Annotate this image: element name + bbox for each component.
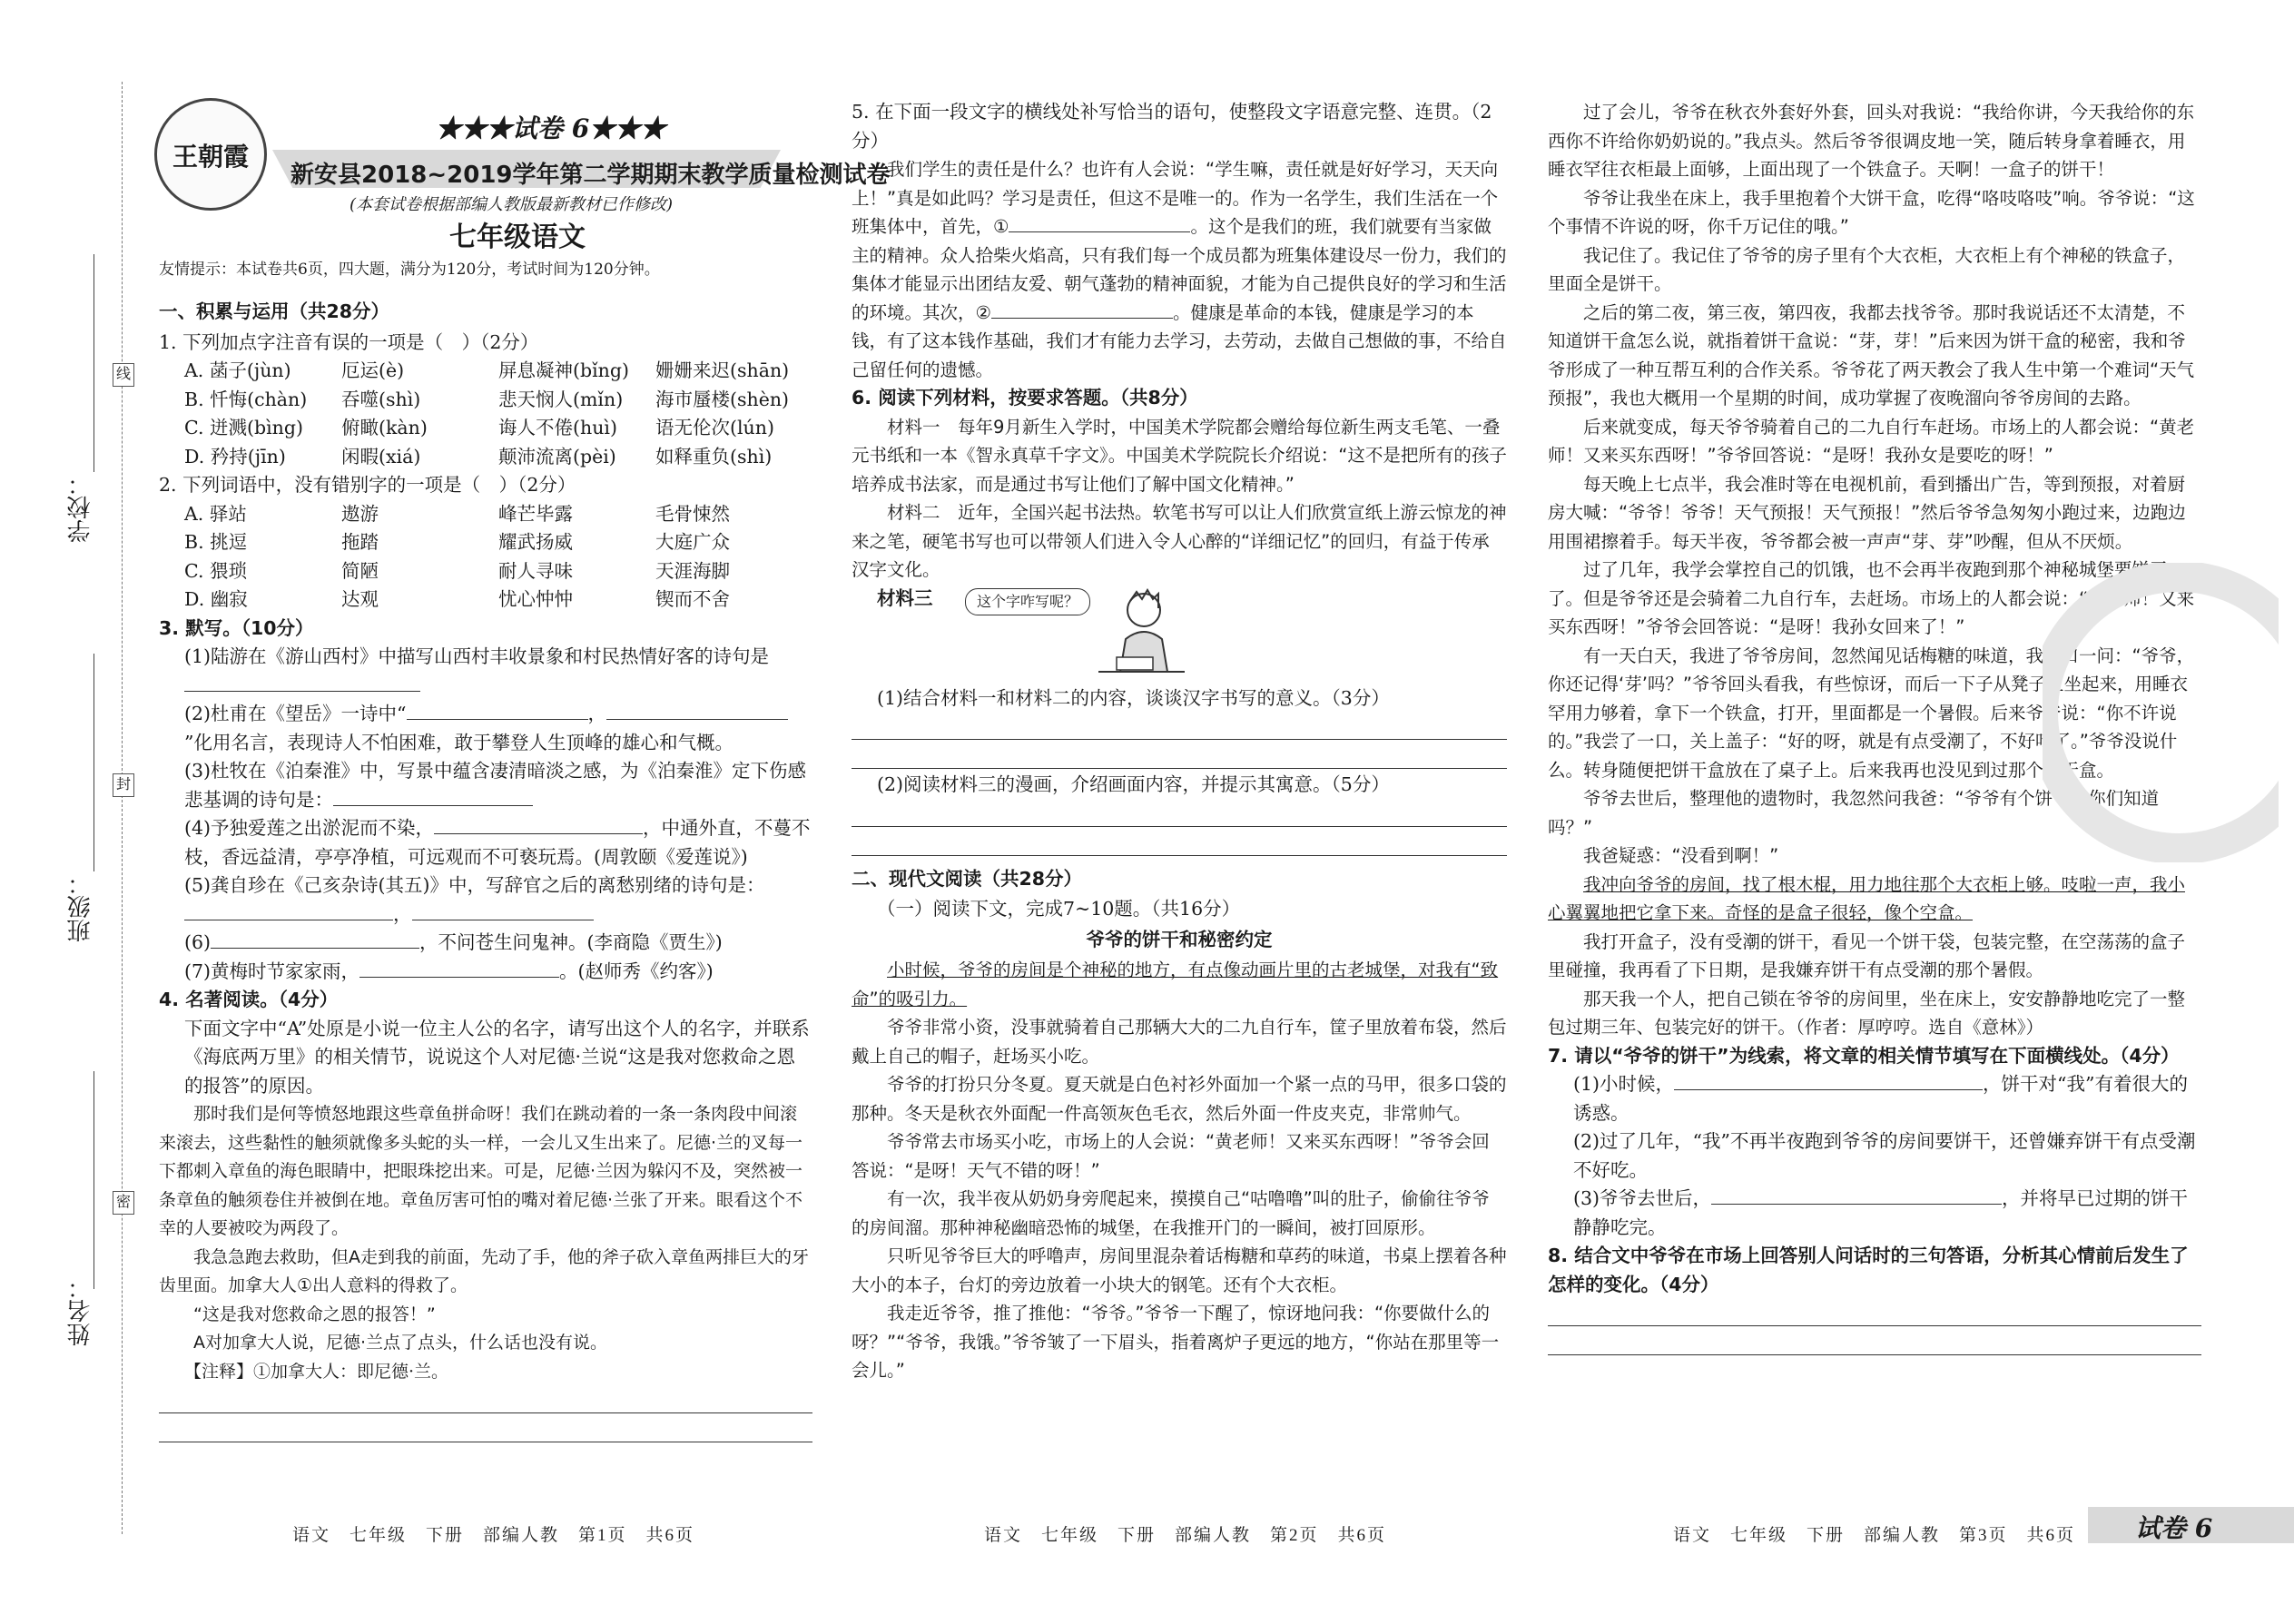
answer-line[interactable]	[159, 1415, 812, 1442]
article-para-1: 小时候，爷爷的房间是个神秘的地方，有点像动画片里的古老城堡，对我有“致命”的吸引力。	[852, 960, 1499, 1009]
option-item: 耀武扬威	[498, 531, 573, 553]
q4-passage-2: 我急急跑去救助，但A走到我的前面，先动了手，他的斧子砍入章鱼两排巨大的牙齿里面。加拿大人①出人意料的得救了。	[159, 1246, 809, 1295]
material-3-block	[852, 585, 1507, 684]
option-item: 忧心忡忡	[498, 588, 573, 610]
brand-logo	[154, 98, 267, 211]
option-row	[159, 443, 812, 472]
question-6: 6. 阅读下列材料，按要求答题。（共8分）	[852, 387, 1198, 408]
option-row	[159, 414, 812, 443]
option-row	[159, 528, 812, 557]
question-4: 4. 名著阅读。（4分）	[159, 989, 339, 1010]
option-item: 耐人寻味	[498, 559, 573, 582]
question-2-options	[159, 500, 812, 615]
edition-note: (本套试卷根据部编人教版最新教材已作修改)	[350, 195, 674, 214]
q3-item-7: (7)黄梅时节家家雨， 。(赵师秀《约客》)	[184, 960, 714, 982]
q4-note: 【注释】①加拿大人：即尼德·兰。	[184, 1361, 449, 1382]
answer-line[interactable]	[852, 800, 1507, 827]
article-para-15: 有一天白天，我进了爷爷房间，忽然闻见话梅糖的味道，我随口一问：“爷爷，你还记得‘芽’吗？”爷爷回头看我，有些惊讶，而后一下子从凳子上坐起来，用睡衣罕用力够着，拿下一个铁盒，打开，里面都是一个暑假。后来爷爷说：“你不许说的。”我尝了一口，关上盖子：“好的呀，就是有点受潮了，不好吃了。”爷爷没说什么。转身随便把饼干盒放在了桌子上。后来我再也没见到过那个饼干盒。	[1548, 645, 2195, 781]
article-para-18: 我冲向爷爷的房间，找了根木棍，用力地往那个大衣柜上够。吱啦一声，我小心翼翼地把它拿下来。奇怪的是盒子很轻，像个空盒。	[1548, 873, 2186, 923]
question-1: 1. 下列加点字注音有误的一项是（ ）（2分）	[159, 330, 539, 353]
option-row	[159, 586, 812, 615]
article-para-9: 爷爷让我坐在床上，我手里抱着个大饼干盒，吃得“咯吱咯吱”响。爷爷说：“这个事情不许说的呀，你千万记住的哦。”	[1548, 187, 2195, 237]
option-item: 毛骨悚然	[655, 502, 730, 525]
reading-1-intro: （一）阅读下文，完成7~10题。（共16分）	[877, 898, 1241, 920]
q3-item-4: (4)予独爱莲之出淤泥而不染， ，中通外直，不蔓不枝，香远益清，亭亭净植，可远观而不可亵玩焉。(周敦颐《爱莲说》)	[184, 817, 811, 868]
answer-line[interactable]	[852, 829, 1507, 856]
option-item: D. 矜持(jīn)	[184, 445, 286, 468]
option-item: 海市蜃楼(shèn)	[655, 388, 790, 410]
q6-part-2: (2)阅读材料三的漫画，介绍画面内容，并提示其寓意。（5分）	[877, 773, 1390, 795]
page-1	[159, 292, 812, 1444]
option-item: 大庭广众	[655, 531, 730, 553]
q4-passage-3: “这是我对您救命之恩的报答！”	[193, 1304, 436, 1324]
q3-item-5: (5)龚自珍在《己亥杂诗(其五)》中，写辞官之后的离愁别绪的诗句是：，	[184, 874, 765, 925]
page-2	[852, 98, 1507, 1385]
q4-passage-1: 那时我们是何等愤怒地跟这些章鱼拼命呀！我们在跳动着的一条一条肉段中间滚来滚去，这些黏性的触须就像多头蛇的头一样，一会儿又生出来了。尼德·兰的叉每一下都刺入章鱼的海色眼睛中，把眼珠挖出来。可是，尼德·兰因为躲闪不及，突然被一条章鱼的触须卷住并被倒在地。章鱼厉害可怕的嘴对着尼德·兰张了开来。眼看这个不幸的人要被咬为两段了。	[159, 1104, 803, 1238]
option-item: 遨游	[341, 502, 379, 525]
class-label: 班级：	[67, 871, 94, 942]
answer-line[interactable]	[159, 1386, 812, 1413]
question-5: 5. 在下面一段文字的横线处补写恰当的语句，使整段文字语意完整、连贯。（2分）	[852, 101, 1492, 152]
article-title: 爷爷的饼干和秘密约定	[1086, 928, 1273, 950]
question-3: 3. 默写。（10分）	[159, 616, 314, 639]
option-item: 语无伦次(lún)	[655, 417, 774, 438]
option-item: 悲天悯人(mǐn)	[498, 388, 624, 410]
option-item: C. 猥琐	[184, 559, 247, 582]
option-item: 拖踏	[341, 531, 379, 553]
option-row	[159, 357, 812, 386]
q5-passage: 我们学生的责任是什么？也许有人会说：“学生嘛，责任就是好好学习，天天向上！”真是如此吗？学习是责任，但这不是唯一的。作为一名学生，我们生活在一个班集体中，首先，① 。这个是我们的班，我们就要有当家做主的精神。众人拾柴火焰高，只有我们每一个成员都为班集体建设尽一份力，我们的集体才能显示出团结友爱、朝气蓬勃的精神面貌，才能为自己提供良好的学习和生活的环境。其次，② 。健康是革命的本钱，健康是学习的本钱，有了这本钱作基础，我们才有能力去学习，去劳动，去做自己想做的事，不给自己留任何的遗憾。	[852, 159, 1507, 380]
q3-item-6: (6) ，不问苍生问鬼神。(李商隐《贾生》)	[184, 931, 723, 953]
question-1-options	[159, 357, 812, 471]
q6-part-1: (1)结合材料一和材料二的内容，谈谈汉字书写的意义。（3分）	[877, 686, 1390, 709]
q3-item-3: (3)杜牧在《泊秦淮》中，写景中蕴含凄清暗淡之感，为《泊秦淮》定下伤感悲基调的诗句是：	[184, 760, 807, 811]
article-para-16: 爷爷去世后，整理他的遗物时，我忽然问我爸：“爷爷有个饼干盒你们知道吗？”	[1548, 788, 2160, 838]
question-2: 2. 下列词语中，没有错别字的一项是（ ）（2分）	[159, 474, 576, 496]
q7-item-2: (2)过了几年，“我”不再半夜跑到爷爷的房间要饼干，还曾嫌弃饼干有点受潮不好吃。	[1573, 1130, 2196, 1181]
paper-number: ★★★试卷 6★★★	[436, 113, 666, 143]
q3-item-1: (1)陆游在《游山西村》中描写山西村丰收景象和村民热情好客的诗句是	[159, 643, 812, 700]
option-row	[159, 557, 812, 586]
article-para-12: 后来就变成，每天爷爷骑着自己的二九自行车赶场。市场上的人都会说：“黄老师！又来买东西呀！”爷爷回答说：“是呀！我孙女是要吃的呀！”	[1548, 416, 2195, 466]
article-para-17: 我爸疑惑：“没看到啊！”	[1583, 845, 1779, 866]
option-item: C. 迸溅(bìng)	[184, 417, 303, 438]
binding-dashed-line	[122, 82, 123, 1534]
question-7: 7. 请以“爷爷的饼干”为线索，将文章的相关情节填写在下面横线处。（4分）	[1548, 1044, 2180, 1067]
q7-item-1: (1)小时候， ，饼干对“我”有着很大的诱惑。	[1573, 1073, 2189, 1124]
option-item: 如释重负(shì)	[655, 445, 773, 468]
material-3-label: 材料三	[877, 586, 933, 609]
option-item: 厄运(è)	[341, 359, 405, 381]
article-para-10: 我记住了。我记住了爷爷的房子里有个大衣柜，大衣柜上有个神秘的铁盒子，里面全是饼干。	[1548, 244, 2186, 294]
article-para-20: 那天我一个人，把自己锁在爷爷的房间里，坐在床上，安安静静地吃完了一整包过期三年、包装完好的饼干。（作者：厚哼哼。选自《意林》）	[1548, 988, 2186, 1038]
article-para-8: 过了会儿，爷爷在秋衣外套好外套，回头对我说：“我给你讲，今天我给你的东西你不许给你奶奶说的。”我点头。然后爷爷很调皮地一笑，随后转身拿着睡衣，用睡衣罕往衣柜最上面够，上面出现了一个铁盒子。天啊！一盒子的饼干！	[1548, 102, 2195, 180]
q3-item-2: (2)杜甫在《望岳》一诗中“ ，”化用名言，表现诗人不怕困难，敢于攀登人生顶峰的雄心和气概。	[159, 700, 812, 757]
q7-item-3: (3)爷爷去世后， ，并将早已过期的饼干静静吃完。	[1573, 1187, 2189, 1238]
option-item: B. 忏悔(chàn)	[184, 388, 308, 410]
footer-page-2: 语文 七年级 下册 部编人教 第2页 共6页	[984, 1526, 1387, 1545]
option-item: 峰芒毕露	[498, 502, 573, 525]
option-item: 锲而不舍	[655, 588, 730, 610]
exam-title: 新安县2018~2019学年第二学期期末教学质量检测试卷	[290, 162, 891, 189]
option-item: 俯瞰(kàn)	[341, 417, 428, 438]
option-row	[159, 386, 812, 415]
exam-tips: 友情提示：本试卷共6页，四大题，满分为120分，考试时间为120分钟。	[159, 261, 660, 279]
binding-seal-seal: 封	[113, 773, 134, 797]
article-para-11: 之后的第二夜，第三夜，第四夜，我都去找爷爷。那时我说话还不太清楚，不知道饼干盒怎么说，就指着饼干盒说：“芽，芽！”后来因为饼干盒的秘密，我和爷爷形成了一种互帮互利的合作关系。爷爷花了两天教会了我人生中第一个难词“天气预报”，我也大概用一个星期的时间，成功掌握了夜晚溜向爷爷房间的去路。	[1548, 301, 2195, 408]
material-1: 材料一 每年9月新生入学时，中国美术学院都会赠给每位新生两支毛笔、一叠元书纸和一本《智永真草千字文》。中国美术学院院长介绍说：“这不是把所有的孩子培养成书法家，而是通过书写让他们了解中国文化精神。”	[852, 416, 1507, 495]
article-para-2: 爷爷非常小资，没事就骑着自己那辆大大的二九自行车，筐子里放着布袋，然后戴上自己的帽子，赶场买小吃。	[852, 1017, 1507, 1067]
article-para-14: 过了几年，我学会掌控自己的饥饿，也不会再半夜跑到那个神秘城堡要饼干了。但是爷爷还是会骑着二九自行车，去赶场。市场上的人都会说：“黄老师！又来买东西呀！”爷爷会回答说：“是呀！我孙女回来了！”	[1548, 559, 2195, 637]
article-para-13: 每天晚上七点半，我会准时等在电视机前，看到播出广告，等到预报，对着厨房大喊：“爷爷！爷爷！天气预报！天气预报！”然后爷爷急匆匆小跑过来，边跑边用围裙擦着手。每天半夜，爷爷都会被一声声“芽、芽”吵醒，但从不厌烦。	[1548, 473, 2186, 552]
logo-text: 王朝霞	[172, 142, 249, 172]
section-2-title: 二、现代文阅读（共28分）	[852, 867, 1083, 890]
article-para-4: 爷爷常去市场买小吃，市场上的人会说：“黄老师！又来买东西呀！”爷爷会回答说：“是呀！天气不错的呀！”	[852, 1131, 1490, 1181]
question-8: 8. 结合文中爷爷在市场上回答别人问话时的三句答语，分析其心情前后发生了怎样的变化。（4分）	[1548, 1245, 2189, 1295]
q4-instruction: 下面文字中“A”处原是小说一位主人公的名字，请写出这个人的名字，并联系《海底两万里》的相关情节，说说这个人对尼德·兰说“这是我对您救命之恩的报答”的原因。	[184, 1017, 810, 1097]
option-item: B. 挑逗	[184, 531, 248, 553]
answer-line[interactable]	[1548, 1299, 2201, 1326]
material-2: 材料二 近年，全国兴起书法热。软笔书写可以让人们欣赏宣纸上游云惊龙的神来之笔，硬笔书写也可以带领人们进入令人心醉的“详细记忆”的回归，有益于传承汉字文化。	[852, 502, 1507, 580]
watermark-seal	[2043, 563, 2279, 862]
article-para-19: 我打开盒子，没有受潮的饼干，看见一个饼干袋，包装完整，在空荡荡的盒子里碰撞，我再看了下日期，是我嫌弃饼干有点受潮的那个暑假。	[1548, 930, 2186, 980]
binding-seal-line: 线	[113, 363, 134, 387]
option-item: A. 菡子(jùn)	[184, 359, 291, 381]
article-para-5: 有一次，我半夜从奶奶身旁爬起来，摸摸自己“咕噜噜”叫的肚子，偷偷往爷爷的房间溜。那种神秘幽暗恐怖的城堡，在我推开门的一瞬间，被打回原形。	[852, 1188, 1490, 1238]
footer-page-3: 语文 七年级 下册 部编人教 第3页 共6页	[1673, 1526, 2076, 1545]
option-item: 闲暇(xiá)	[341, 445, 421, 468]
answer-line[interactable]	[1548, 1328, 2201, 1355]
option-item: D. 幽寂	[184, 588, 248, 610]
option-row	[159, 500, 812, 529]
school-label: 学校：	[67, 472, 94, 543]
option-item: 屏息凝神(bǐng)	[498, 359, 630, 381]
article-para-6: 只听见爷爷巨大的呼噜声，房间里混杂着话梅糖和草药的味道，书桌上摆着各种大小的本子，台灯的旁边放着一小块大的钢笔。还有个大衣柜。	[852, 1245, 1507, 1295]
option-item: A. 驿站	[184, 502, 247, 525]
option-item: 吞噬(shì)	[341, 388, 421, 410]
cartoon-student-image	[1089, 585, 1189, 684]
option-item: 达观	[341, 588, 379, 610]
option-item: 颠沛流离(pèi)	[498, 445, 616, 468]
footer-badge: 试卷 6	[2135, 1513, 2213, 1543]
name-label: 姓名：	[67, 1275, 94, 1346]
option-item: 简陋	[341, 559, 379, 582]
q4-passage-4: A对加拿大人说，尼德·兰点了点头，什么话也没有说。	[193, 1333, 608, 1353]
option-item: 诲人不倦(huì)	[498, 417, 617, 438]
answer-line[interactable]	[852, 713, 1507, 740]
article-para-3: 爷爷的打扮只分冬夏。夏天就是白色衬衫外面加一个紧一点的马甲，很多口袋的那种。冬天是秋衣外面配一件高领灰色毛衣，然后外面一件皮夹克，非常帅气。	[852, 1074, 1507, 1124]
footer-page-1: 语文 七年级 下册 部编人教 第1页 共6页	[292, 1526, 695, 1545]
speech-bubble: 这个字咋写呢？	[965, 588, 1090, 615]
option-item: 姗姗来迟(shān)	[655, 359, 790, 381]
subject-title: 七年级语文	[449, 221, 586, 253]
option-item: 天涯海脚	[655, 559, 730, 582]
section-1-title: 一、积累与运用（共28分）	[159, 300, 390, 322]
article-para-7: 我走近爷爷，推了推他：“爷爷。”爷爷一下醒了，惊讶地问我：“你要做什么的呀？”“爷爷，我饿。”爷爷皱了一下眉头，指着离炉子更远的地方，“你站在那里等一会儿。”	[852, 1303, 1500, 1381]
binding-seal-secret: 密	[113, 1191, 134, 1215]
answer-line[interactable]	[852, 742, 1507, 769]
